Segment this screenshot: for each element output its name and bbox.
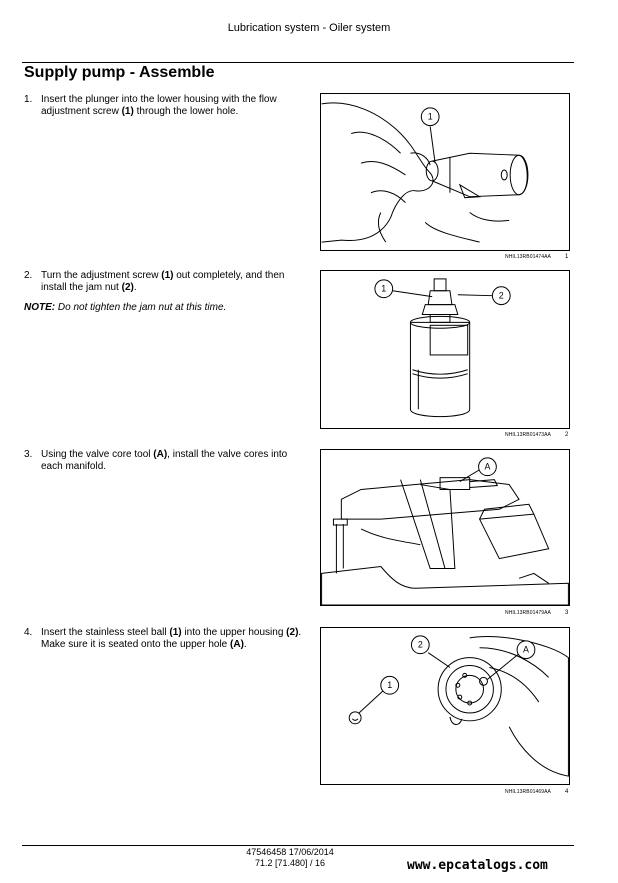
step-number: 2. (24, 270, 33, 281)
jam-nut-illustration (321, 271, 569, 428)
figure-number: 3 (565, 610, 569, 616)
figure-4 (320, 627, 570, 785)
footer-rule (22, 845, 574, 846)
figure-id: NHIL13RB01469AA (505, 789, 551, 795)
figure-3 (320, 449, 570, 606)
figure-2 (320, 270, 570, 429)
step-text: Using the valve core tool (A), install the valve cores into each manifold. (41, 449, 288, 472)
figure-number: 1 (565, 254, 569, 260)
valve-core-tool-illustration (321, 450, 569, 605)
callout-a (487, 641, 534, 680)
title-rule (22, 62, 574, 63)
plunger-insertion-illustration (321, 94, 569, 250)
figure-id: NHIL13RB01479AA (505, 610, 551, 616)
svg-text:A: A (523, 644, 529, 655)
svg-text:2: 2 (417, 639, 423, 650)
watermark: www.epcatalogs.com (407, 858, 548, 873)
step-number: 1. (24, 94, 33, 105)
svg-text:1: 1 (381, 283, 387, 294)
callout-1 (421, 108, 439, 163)
callout-a (460, 458, 497, 482)
note (24, 302, 226, 313)
running-header: Lubrication system - Oiler system (227, 22, 391, 34)
figure-number: 4 (565, 789, 569, 795)
step-number: 4. (24, 627, 33, 638)
step-3 (24, 449, 306, 473)
svg-text:A: A (484, 461, 491, 472)
svg-text:1: 1 (387, 680, 393, 691)
steel-ball-illustration (321, 628, 569, 784)
callout-1 (375, 280, 432, 298)
footer-doc-ref: 47546458 17/06/2014 (246, 847, 334, 857)
step-1 (24, 94, 306, 118)
callout-2 (458, 287, 510, 305)
step-text: Insert the stainless steel ball (1) into the upper housing (2). Make sure it is seated onto the upper hole (A). (41, 627, 302, 650)
figure-1 (320, 93, 570, 251)
step-text: Insert the plunger into the lower housing with the flow adjustment screw (1) through the lower hole. (41, 94, 277, 117)
note-label: NOTE: (24, 302, 56, 313)
figure-number: 2 (565, 432, 569, 438)
figure-id: NHIL13RB01474AA (505, 254, 551, 260)
step-number: 3. (24, 449, 33, 460)
step-text: Turn the adjustment screw (1) out completely, and then install the jam nut (2). (41, 270, 285, 293)
footer-page-ref: 71.2 [71.480] / 16 (254, 858, 326, 868)
callout-2 (411, 636, 450, 668)
section-title: Supply pump - Assemble (24, 64, 215, 81)
step-4 (24, 627, 306, 651)
callout-1 (359, 676, 398, 713)
note-text: Do not tighten the jam nut at this time. (55, 302, 227, 313)
svg-text:2: 2 (498, 290, 504, 301)
figure-id: NHIL13RB01473AA (505, 432, 551, 438)
svg-text:1: 1 (427, 111, 433, 122)
step-2 (24, 270, 306, 294)
